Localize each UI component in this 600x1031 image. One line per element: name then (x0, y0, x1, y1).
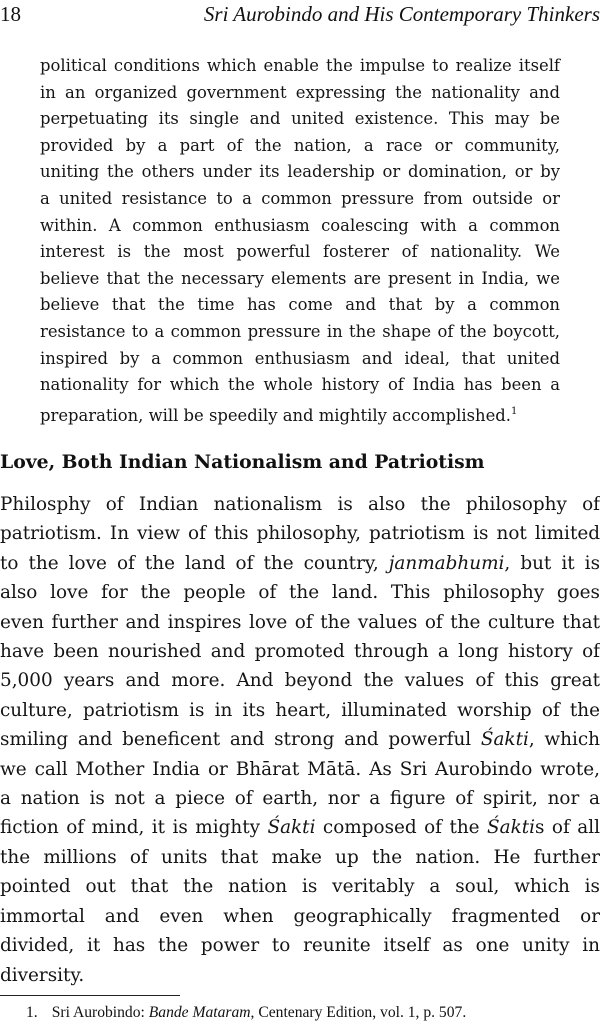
footnote-divider (0, 995, 180, 996)
quote-line: political conditions which enable the impulse to realize itself (40, 56, 560, 75)
quote-line: uniting the others under its leadership or domination, or by (40, 162, 560, 182)
page-number: 18 (0, 2, 21, 26)
quote-line: believe that the necessary elements are present in India, we (40, 268, 560, 288)
body-line: we call Mother India or Bhārat Mātā. As Sri Aurobindo wrote, (0, 758, 600, 780)
running-head: Sri Aurobindo and His Contemporary Thinkers (203, 2, 600, 26)
quote-line: resistance to a common pressure in the shape of the boycott, (40, 321, 560, 341)
body-line: the millions of units that make up the nation. He further (0, 846, 600, 868)
body-line: 5,000 years and more. And beyond the values of this great (0, 670, 600, 692)
quote-line: interest is the most powerful fosterer of nationality. We (40, 242, 560, 262)
footnote-text (52, 1004, 467, 1021)
quote-line: provided by a part of the nation, a race or community, (40, 135, 560, 155)
quote-line: a united resistance to a common pressure from outside or (40, 188, 560, 208)
footnote-number: 1. (26, 1004, 38, 1021)
footnote-details: , Centenary Edition, vol. 1, p. 507. (250, 1004, 467, 1021)
body-line: patriotism. In view of this philosophy, patriotism is not limited (0, 523, 600, 545)
quote-line: within. A common enthusiasm coalescing with a common (40, 215, 560, 235)
quote-line: preparation, will be speedily and mightily accomplished. (40, 405, 511, 425)
quote-line: believe that the time has come and that by a common (40, 295, 560, 315)
body-line: culture, patriotism is in its heart, illuminated worship of the (0, 699, 600, 721)
quote-line: nationality for which the whole history of India has been a (40, 375, 560, 395)
body-line: smiling and beneficent and strong and powerful Śakti, which (0, 729, 600, 751)
section-body (0, 490, 600, 990)
body-line: also love for the people of the land. This philosophy goes (0, 582, 600, 604)
footnote-work-title: Bande Mataram (148, 1004, 251, 1021)
quote-line: perpetuating its single and united existence. This may be (40, 109, 560, 129)
body-line: have been nourished and promoted through a long history of (0, 641, 600, 663)
page-header (0, 0, 600, 40)
footnote (0, 1004, 600, 1022)
body-line: diversity. (0, 964, 85, 986)
quote-line: in an organized government expressing the nationality and (40, 82, 560, 102)
section-heading: Love, Both Indian Nationalism and Patriotism (0, 451, 485, 473)
body-line: pointed out that the nation is veritably a soul, which is (0, 876, 600, 898)
block-quote (40, 53, 560, 429)
body-line: even further and inspires love of the values of the culture that (0, 611, 600, 633)
body-line: to the love of the land of the country, janmabhumi, but it is (0, 552, 600, 574)
quote-line: inspired by a common enthusiasm and ideal, that united (40, 348, 560, 368)
footnote-author: Sri Aurobindo: (51, 1004, 145, 1021)
quote-last-line (40, 399, 560, 430)
footnote-reference[interactable]: 1 (510, 405, 518, 417)
body-line: a nation is not a piece of earth, nor a figure of spirit, nor a (0, 788, 600, 810)
body-line: divided, it has the power to reunite itself as one unity in (0, 935, 600, 957)
body-line: fiction of mind, it is mighty Śakti composed of the Śaktis of all (0, 817, 600, 839)
body-line: Philosphy of Indian nationalism is also the philosophy of (0, 494, 600, 515)
body-line: immortal and even when geographically fragmented or (0, 905, 600, 927)
